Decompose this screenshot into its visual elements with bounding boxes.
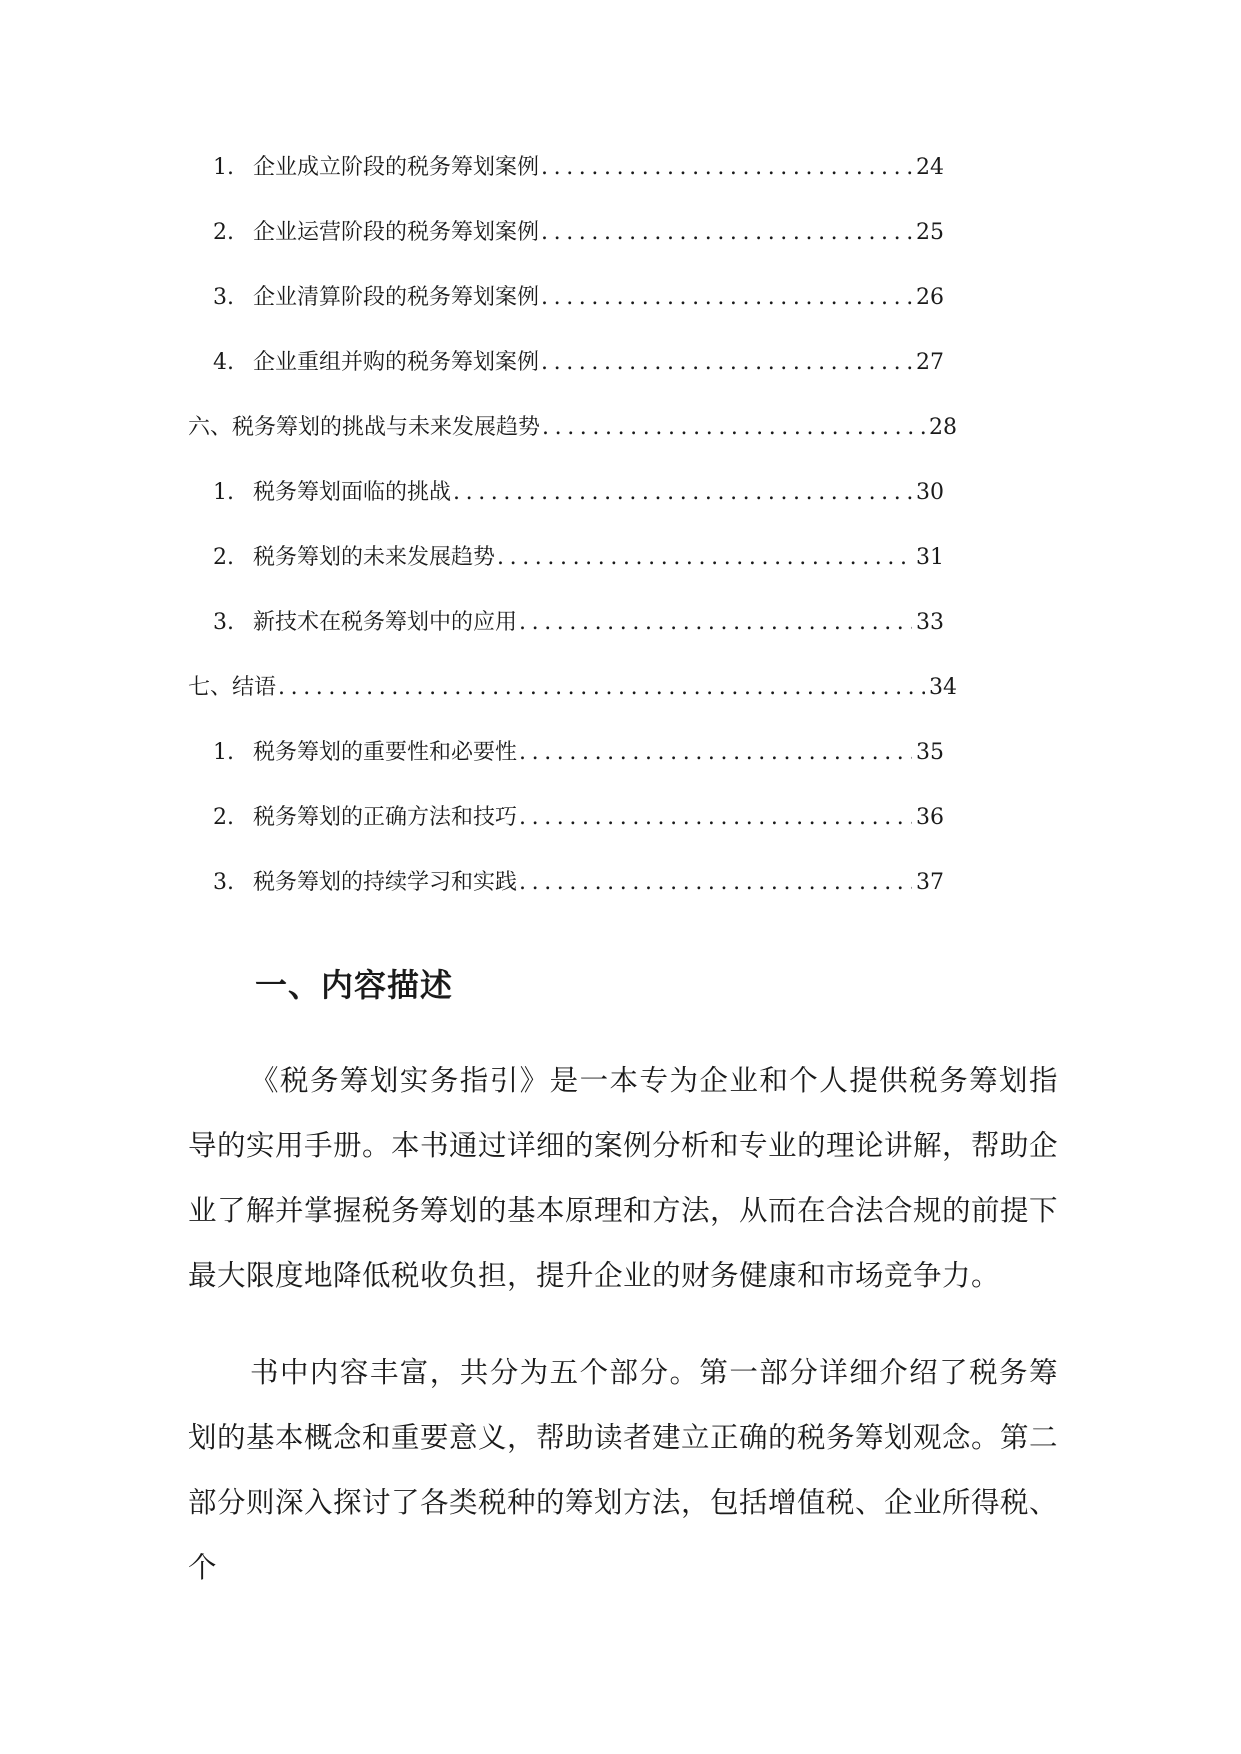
toc-leader-dots <box>541 278 912 318</box>
toc-entry-page: 31 <box>916 545 944 570</box>
toc-chapter-entry[interactable] <box>188 668 957 708</box>
body-paragraph: 书中内容丰富，共分为五个部分。第一部分详细介绍了税务筹划的基本概念和重要意义，帮助读者建立正确的税务筹划观念。第二部分则深入探讨了各类税种的筹划方法，包括增值税、企业所得税、个 <box>188 1356 1059 1584</box>
toc-entry-title: 税务筹划面临的挑战 <box>253 480 452 505</box>
toc-entry-title: 新技术在税务筹划中的应用 <box>253 610 518 635</box>
toc-leader-dots <box>541 343 912 383</box>
body-paragraph: 《税务筹划实务指引》是一本专为企业和个人提供税务筹划指导的实用手册。本书通过详细的案例分析和专业的理论讲解，帮助企业了解并掌握税务筹划的基本原理和方法，从而在合法合规的前提下最大限度地降低税收负担，提升企业的财务健康和市场竞争力。 <box>188 1064 1059 1292</box>
toc-leader-dots <box>541 213 912 253</box>
toc-entry[interactable] <box>213 798 944 838</box>
toc-entry-page: 27 <box>916 350 944 375</box>
toc-entry-page: 37 <box>916 870 944 895</box>
toc-entry-number: 3. <box>213 610 234 635</box>
toc-entry-title: 税务筹划的未来发展趋势 <box>253 545 496 570</box>
toc-leader-dots <box>497 538 912 578</box>
toc-entry[interactable] <box>213 148 944 188</box>
toc-entry-page: 34 <box>929 675 957 700</box>
toc-entry-title: 企业清算阶段的税务筹划案例 <box>253 285 540 310</box>
toc-entry[interactable] <box>213 278 944 318</box>
toc-leader-dots <box>542 408 925 448</box>
toc-leader-dots <box>519 733 912 773</box>
toc-entry-page: 24 <box>916 155 944 180</box>
toc-leader-dots <box>453 473 912 513</box>
toc-chapter-title: 七、结语 <box>188 675 277 700</box>
toc-entry-number: 1. <box>213 480 234 505</box>
toc-entry-number: 3. <box>213 285 234 310</box>
toc-entry-number: 4. <box>213 350 234 375</box>
toc-entry-page: 26 <box>916 285 944 310</box>
toc-entry-number: 3. <box>213 870 234 895</box>
toc-leader-dots <box>519 863 912 903</box>
toc-entry-title: 企业运营阶段的税务筹划案例 <box>253 220 540 245</box>
toc-entry-page: 25 <box>916 220 944 245</box>
toc-leader-dots <box>278 668 925 708</box>
toc-entry[interactable] <box>213 538 944 578</box>
toc-entry-title: 税务筹划的正确方法和技巧 <box>253 805 518 830</box>
toc-entry-page: 30 <box>916 480 944 505</box>
toc-entry[interactable] <box>213 213 944 253</box>
toc-entry-title: 企业成立阶段的税务筹划案例 <box>253 155 540 180</box>
toc-entry[interactable] <box>213 473 944 513</box>
toc-entry-number: 2. <box>213 805 234 830</box>
toc-entry-title: 税务筹划的重要性和必要性 <box>253 740 518 765</box>
toc-leader-dots <box>519 798 912 838</box>
toc-leader-dots <box>519 603 912 643</box>
toc-leader-dots <box>541 148 912 188</box>
toc-entry[interactable] <box>213 863 944 903</box>
toc-entry-title: 税务筹划的持续学习和实践 <box>253 870 518 895</box>
toc-entry-number: 2. <box>213 220 234 245</box>
toc-entry[interactable] <box>213 343 944 383</box>
toc-entry-page: 36 <box>916 805 944 830</box>
toc-entry-page: 33 <box>916 610 944 635</box>
toc-entry-number: 1. <box>213 155 234 180</box>
toc-entry[interactable] <box>213 733 944 773</box>
section-heading: 一、内容描述 <box>255 966 454 1004</box>
toc-entry-title: 企业重组并购的税务筹划案例 <box>253 350 540 375</box>
toc-entry-page: 28 <box>929 415 957 440</box>
toc-entry[interactable] <box>213 603 944 643</box>
toc-chapter-entry[interactable] <box>188 408 957 448</box>
toc-entry-page: 35 <box>916 740 944 765</box>
toc-entry-number: 2. <box>213 545 234 570</box>
toc-chapter-title: 六、税务筹划的挑战与未来发展趋势 <box>188 415 541 440</box>
toc-entry-number: 1. <box>213 740 234 765</box>
